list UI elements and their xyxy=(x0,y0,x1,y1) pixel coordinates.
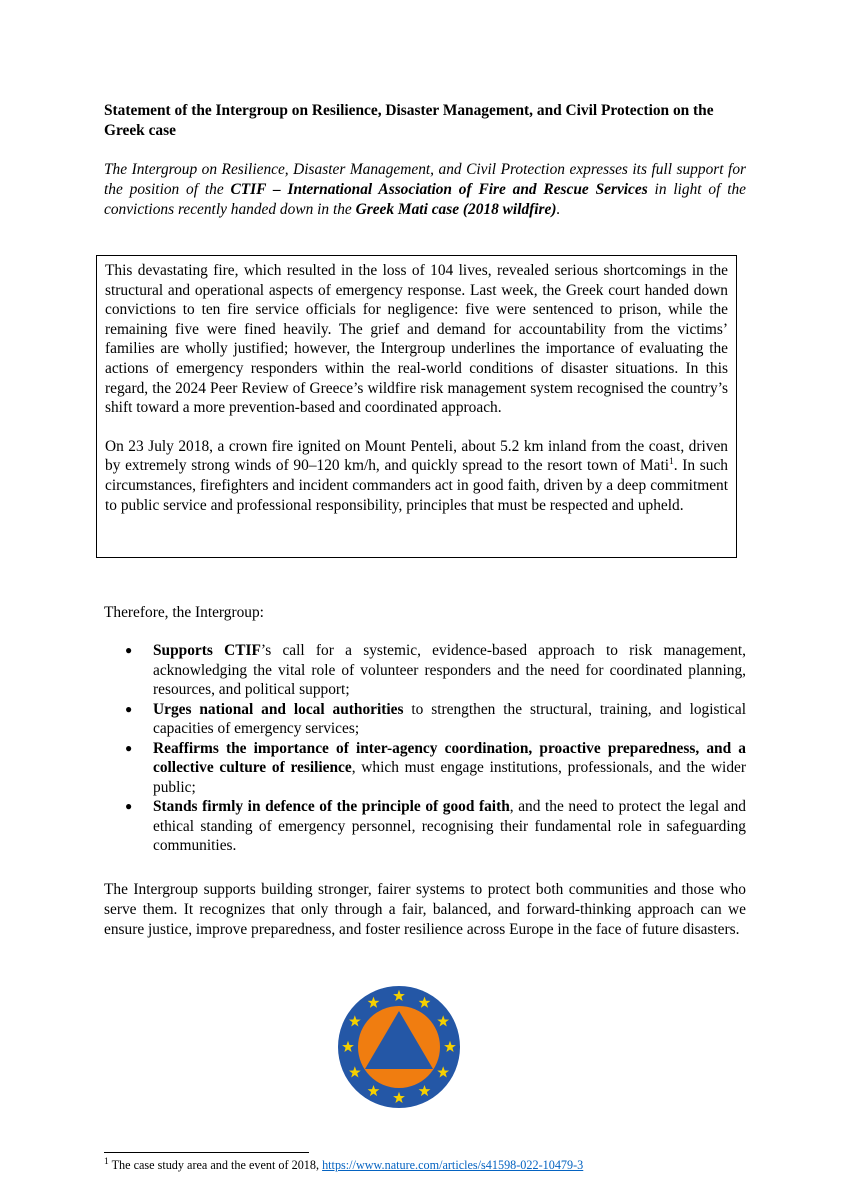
intro-text: . xyxy=(556,200,561,218)
footnote xyxy=(104,1158,746,1173)
civil-protection-emblem-icon xyxy=(337,985,461,1109)
intro-text: in light of the convictions recently handed down in the xyxy=(104,180,746,218)
intro-mati-bold: Greek Mati case (2018 wildfire) xyxy=(355,200,557,218)
footnote-text: The case study area and the event of 2018, xyxy=(108,1158,323,1172)
footnote-number: 1 xyxy=(104,1156,109,1167)
footnote-separator xyxy=(104,1152,309,1153)
point-bold: Urges national and local authorities xyxy=(153,700,404,718)
intro-text: The Intergroup on Resilience, Disaster Management, and Civil Protection expresses its full support for the position of the xyxy=(104,161,746,198)
list-item xyxy=(104,739,746,798)
box-paragraph-2-text: On 23 July 2018, a crown fire ignited on Mount Penteli, about 5.2 km inland from the coast, driven by extremely strong winds of 90–120 km/h, and quickly spread to the resort town of Mati xyxy=(105,437,728,475)
bullet-icon: ● xyxy=(125,701,133,716)
list-item xyxy=(104,797,746,856)
therefore-line: Therefore, the Intergroup: xyxy=(104,604,264,621)
framed-context-box xyxy=(96,255,737,558)
point-text: , which must engage institutions, professionals, and the wider public; xyxy=(153,759,746,796)
box-paragraph-2 xyxy=(105,437,728,515)
list-item xyxy=(104,700,746,739)
point-bold: Stands firmly in defence of the principle of good faith xyxy=(153,798,510,815)
footnote-link[interactable]: https://www.nature.com/articles/s41598-022-10479-3 xyxy=(322,1158,584,1172)
footnote-reference[interactable]: 1 xyxy=(669,457,674,468)
box-paragraph-2-text: . In such circumstances, firefighters and incident commanders act in good faith, driven by a deep commitment to public service and professional responsibility, principles that must be respected and upheld. xyxy=(105,457,729,514)
statement-title: Statement of the Intergroup on Resilience, Disaster Management, and Civil Protection on the Greek case xyxy=(104,102,714,139)
intergroup-points-list xyxy=(104,641,746,856)
list-item xyxy=(104,641,746,700)
closing-paragraph: The Intergroup supports building stronger, fairer systems to protect both communities and those who serve them. It recognizes that only through a fair, balanced, and forward-thinking approach can we ensure justice, improve preparedness, and foster resilience across Europe in the face of future disasters. xyxy=(104,881,746,938)
intro-paragraph xyxy=(104,160,746,219)
bullet-icon: ● xyxy=(125,799,133,813)
point-text: ’s call for a systemic, evidence-based approach to risk management, acknowledging the vital role of volunteer responders and the need for coordinated planning, resources, and political support; xyxy=(153,642,747,698)
point-bold: Reaffirms the importance of inter-agency coordination, proactive preparedness, and a collective culture of resilience xyxy=(153,739,746,776)
point-bold: Supports CTIF xyxy=(153,642,261,659)
box-paragraph-1: This devastating fire, which resulted in the loss of 104 lives, revealed serious shortcomings in the structural and operational aspects of emergency response. Last week, the Greek court handed down convictions to ten fire service officials for negligence: five were sentenced to prison, while the remaining five were fined heavily. The grief and demand for accountability from the victims’ families are wholly justified; however, the Intergroup underlines the importance of evaluating the actions of emergency responders within the real-world conditions of disaster situations. In this regard, the 2024 Peer Review of Greece’s wildfire risk management system recognised the country’s shift toward a more prevention-based and coordinated approach. xyxy=(105,262,728,417)
bullet-icon: ● xyxy=(125,643,133,657)
bullet-icon: ● xyxy=(125,740,133,755)
point-text: , and the need to protect the legal and ethical standing of emergency personnel, recognising their fundamental role in safeguarding communities. xyxy=(153,798,746,854)
point-text: to strengthen the structural, training, and logistical capacities of emergency services; xyxy=(153,700,746,737)
intro-ctif-bold: CTIF – International Association of Fire and Rescue Services xyxy=(230,180,648,198)
